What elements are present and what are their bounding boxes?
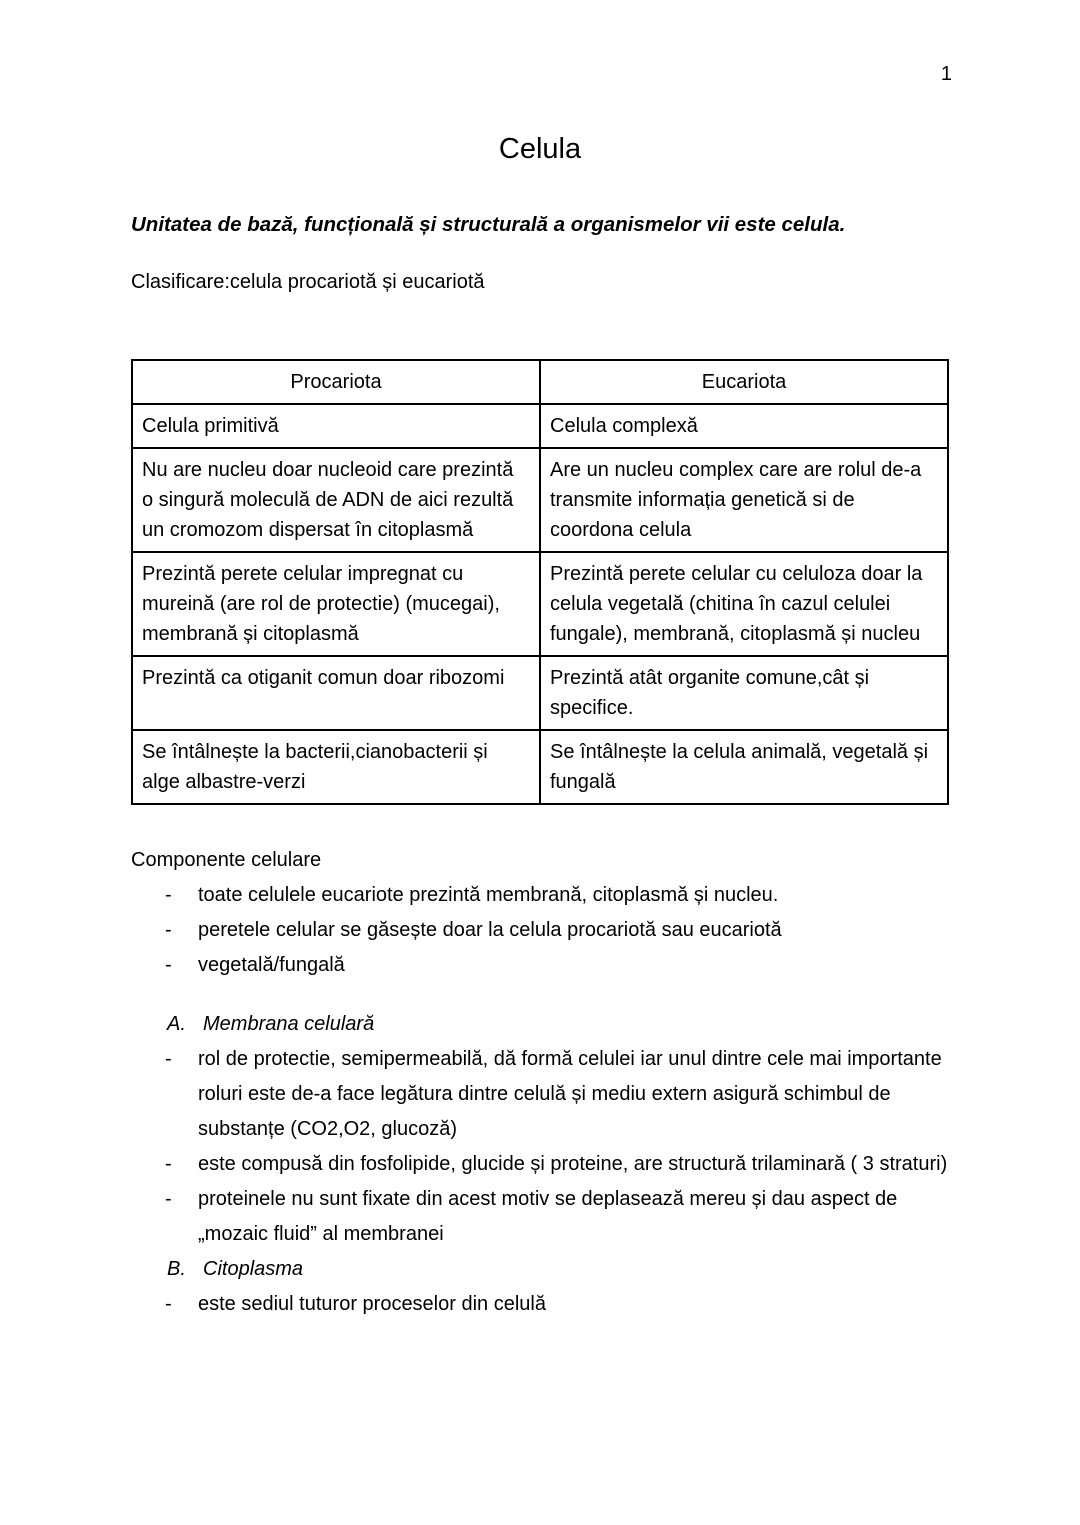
table-cell: Se întâlnește la celula animală, vegetală și fungală [540,730,948,804]
dash-marker: - [165,919,172,941]
list-item [131,1287,949,1322]
list-item-text: vegetală/fungală [198,954,345,976]
page-title: Celula [498,133,582,165]
intro-statement: Unitatea de bază, funcțională și structurală a organismelor vii este celula. [131,213,846,236]
dash-marker: - [165,1188,172,1210]
comparison-table [131,359,949,805]
section-title: Citoplasma [203,1258,304,1280]
dash-marker: - [165,1048,172,1070]
list-item-text: este sediul tuturor proceselor din celulă [198,1293,546,1315]
table-cell: Prezintă perete celular cu celuloza doar la celula vegetală (chitina în cazul celulei fungale), membrană, citoplasmă și nucleu [540,552,948,656]
list-item [131,913,949,948]
table-header-eucariota: Eucariota [540,360,948,404]
table-header-row [132,360,948,404]
classification-line: Clasificare:celula procariotă și eucariotă [131,271,485,293]
table-header-procariota: Procariota [132,360,540,404]
section-heading-membrana [131,1007,949,1042]
table-row [132,552,948,656]
dash-marker: - [165,884,172,906]
list-item [131,878,949,913]
table-row [132,656,948,730]
list-item-text: proteinele nu sunt fixate din acest motiv se deplasează mereu și dau aspect de „mozaic fluid” al membranei [198,1188,898,1245]
table-row [132,404,948,448]
dash-marker: - [165,1153,172,1175]
list-item [131,1042,949,1147]
list-item [131,1182,949,1252]
table-cell: Nu are nucleu doar nucleoid care prezintă o singură moleculă de ADN de aici rezultă un cromozom dispersat în citoplasmă [132,448,540,552]
table-cell: Se întâlnește la bacterii,cianobacterii și alge albastre-verzi [132,730,540,804]
list-item [131,1147,949,1182]
dash-marker: - [165,1293,172,1315]
list-item [131,948,949,983]
list-item-text: este compusă din fosfolipide, glucide și proteine, are structură trilaminară ( 3 straturi) [198,1153,948,1175]
section-letter: A. [167,1013,186,1035]
table-cell: Prezintă atât organite comune,cât și specifice. [540,656,948,730]
table-cell: Celula complexă [540,404,948,448]
table-cell: Celula primitivă [132,404,540,448]
table-cell: Prezintă perete celular impregnat cu mureină (are rol de protectie) (mucegai), membrană și citoplasmă [132,552,540,656]
table-cell: Prezintă ca otiganit comun doar ribozomi [132,656,540,730]
components-heading: Componente celulare [131,849,322,871]
table-row [132,448,948,552]
section-title: Membrana celulară [203,1013,375,1035]
section-heading-citoplasma [131,1252,949,1287]
list-item-text: toate celulele eucariote prezintă membrană, citoplasmă și nucleu. [198,884,779,906]
page-number: 1 [940,63,952,85]
table-row [132,730,948,804]
section-letter: B. [167,1258,186,1280]
list-item-text: peretele celular se găsește doar la celula procariotă sau eucariotă [198,919,782,941]
table-cell: Are un nucleu complex care are rolul de-a transmite informația genetică si de coordona celula [540,448,948,552]
list-item-text: rol de protectie, semipermeabilă, dă formă celulei iar unul dintre cele mai importante roluri este de-a face legătura dintre celulă și mediu extern asigură schimbul de substanțe (CO2,O2, glucoză) [198,1048,942,1140]
dash-marker: - [165,954,172,976]
